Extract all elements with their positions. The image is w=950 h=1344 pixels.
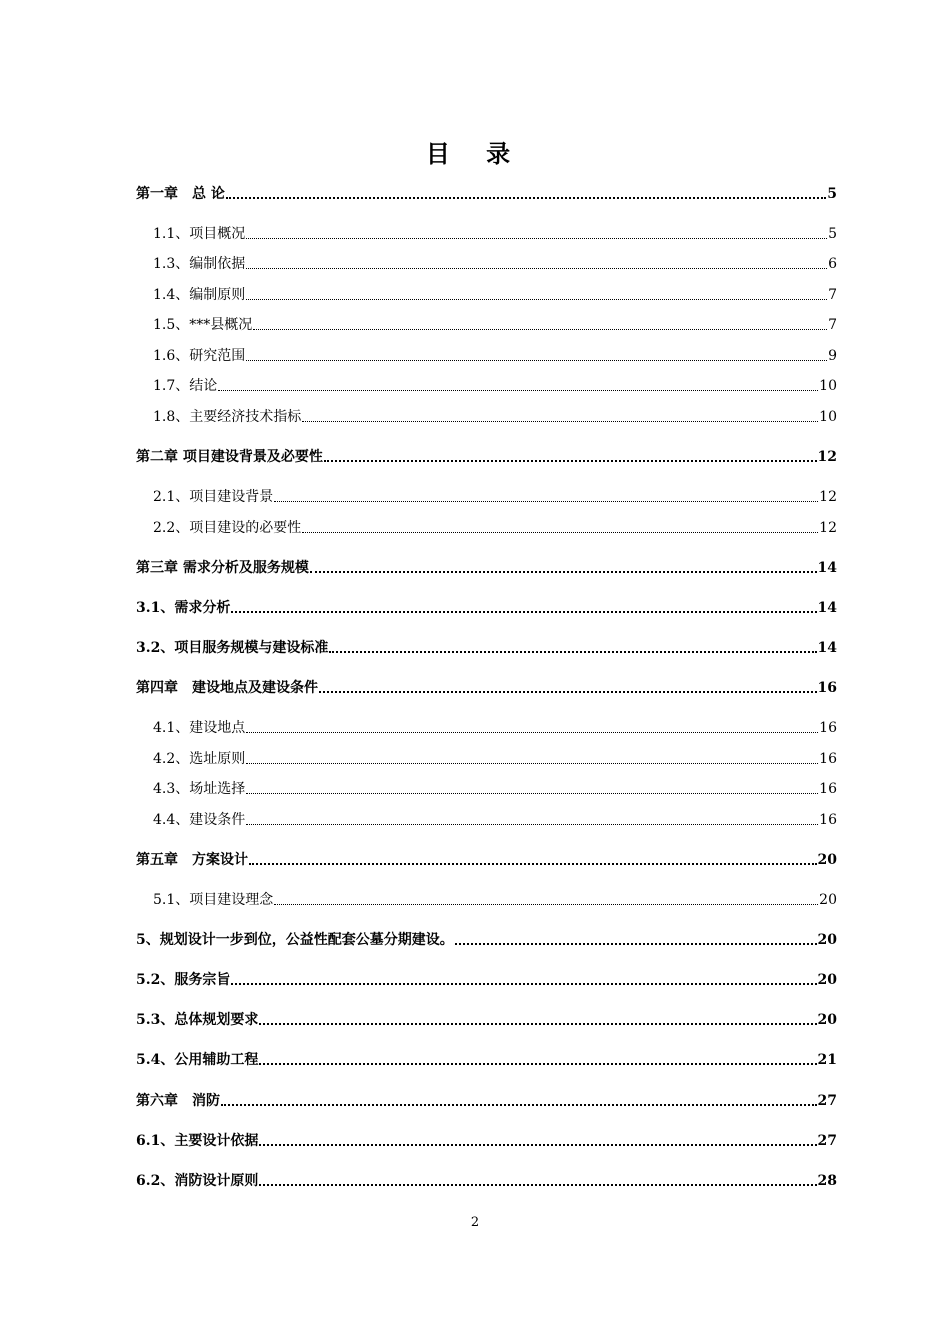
toc-entry-label: 2.1、项目建设背景 <box>153 489 274 505</box>
toc-entry[interactable] <box>136 1131 837 1151</box>
toc-leader-dots <box>253 329 827 330</box>
toc-entry-label: 4.2、选址原则 <box>153 751 246 767</box>
toc-entry[interactable] <box>153 518 837 538</box>
toc-entry-page: 16 <box>819 781 837 797</box>
toc-entry-label: 第三章 需求分析及服务规模 <box>136 560 309 576</box>
toc-entry-page: 20 <box>817 852 837 868</box>
toc-entry-label: 4.1、建设地点 <box>153 720 246 736</box>
toc-entry[interactable] <box>136 678 837 698</box>
toc-entry-page: 16 <box>819 751 837 767</box>
toc-leader-dots <box>324 460 817 462</box>
toc-leader-dots <box>226 197 826 199</box>
toc-entry-label: 6.2、消防设计原则 <box>136 1173 259 1189</box>
toc-entry-page: 12 <box>819 489 837 505</box>
toc-entry-page: 10 <box>819 409 837 425</box>
toc-entry[interactable] <box>153 779 837 799</box>
toc-entry-label: 1.8、主要经济技术指标 <box>153 409 302 425</box>
toc-entry-page: 20 <box>817 932 837 948</box>
toc-entry-page: 20 <box>817 972 837 988</box>
toc-entry-label: 1.4、编制原则 <box>153 287 246 303</box>
toc-entry-page: 14 <box>817 640 837 656</box>
toc-entry[interactable] <box>153 810 837 830</box>
toc-leader-dots <box>246 238 827 239</box>
toc-leader-dots <box>274 501 818 502</box>
toc-entry[interactable] <box>136 558 837 578</box>
toc-entry[interactable] <box>153 315 837 335</box>
toc-entry[interactable] <box>136 1171 837 1191</box>
toc-entry-page: 16 <box>819 720 837 736</box>
toc-entry-page: 27 <box>817 1133 837 1149</box>
toc-entry-page: 14 <box>817 600 837 616</box>
toc-entry-label: 3.1、需求分析 <box>136 600 231 616</box>
toc-entry[interactable] <box>153 487 837 507</box>
toc-leader-dots <box>246 268 827 269</box>
toc-entry[interactable] <box>136 930 837 950</box>
toc-entry-label: 1.7、结论 <box>153 378 218 394</box>
toc-entry-page: 16 <box>819 812 837 828</box>
toc-leader-dots <box>246 824 818 825</box>
toc-entry[interactable] <box>136 638 837 658</box>
toc-entry-page: 20 <box>817 1012 837 1028</box>
toc-entry-label: 第五章 方案设计 <box>136 852 248 868</box>
toc-leader-dots <box>259 1184 816 1186</box>
toc-entry-page: 21 <box>817 1052 837 1068</box>
toc-entry[interactable] <box>153 254 837 274</box>
toc-entry-page: 7 <box>828 317 837 333</box>
toc-entry-label: 3.2、项目服务规模与建设标准 <box>136 640 329 656</box>
toc-entry-page: 27 <box>817 1093 837 1109</box>
toc-entry-label: 5.4、公用辅助工程 <box>136 1052 259 1068</box>
toc-entry-label: 第二章 项目建设背景及必要性 <box>136 449 323 465</box>
toc-entry[interactable] <box>153 718 837 738</box>
toc-entry-label: 第一章 总 论 <box>136 186 225 202</box>
toc-leader-dots <box>231 611 816 613</box>
toc-entry-page: 14 <box>817 560 837 576</box>
toc-entry[interactable] <box>136 850 837 870</box>
toc-title: 目 录 <box>425 139 525 168</box>
toc-leader-dots <box>246 793 818 794</box>
toc-entry-page: 9 <box>828 348 837 364</box>
toc-entry[interactable] <box>136 447 837 467</box>
toc-leader-dots <box>218 390 818 391</box>
toc-entry[interactable] <box>136 598 837 618</box>
toc-leader-dots <box>231 983 816 985</box>
toc-entry-label: 第四章 建设地点及建设条件 <box>136 680 318 696</box>
toc-entry-label: 4.3、场址选择 <box>153 781 246 797</box>
toc-entry-label: 5.2、服务宗旨 <box>136 972 231 988</box>
toc-leader-dots <box>455 943 817 945</box>
toc-entry-label: 5.3、总体规划要求 <box>136 1012 259 1028</box>
toc-entry[interactable] <box>136 1091 837 1111</box>
toc-leader-dots <box>246 299 827 300</box>
page-number: 2 <box>470 1215 480 1230</box>
toc-entry-page: 28 <box>817 1173 837 1189</box>
toc-entry[interactable] <box>153 224 837 244</box>
toc-entry-label: 1.1、项目概况 <box>153 226 246 242</box>
toc-entry-page: 12 <box>819 520 837 536</box>
toc-entry[interactable] <box>136 1050 837 1070</box>
toc-entry-label: 5.1、项目建设理念 <box>153 892 274 908</box>
toc-entry-label: 5、规划设计一步到位，公益性配套公墓分期建设。 <box>136 932 454 948</box>
toc-leader-dots <box>259 1063 816 1065</box>
toc-leader-dots <box>302 532 818 533</box>
toc-entry-label: 1.5、***县概况 <box>153 317 253 333</box>
toc-entry[interactable] <box>153 407 837 427</box>
toc-entry[interactable] <box>136 970 837 990</box>
toc-entry-label: 1.6、研究范围 <box>153 348 246 364</box>
toc-entry-page: 10 <box>819 378 837 394</box>
toc-leader-dots <box>249 863 817 865</box>
toc-entry[interactable] <box>153 376 837 396</box>
toc-entry[interactable] <box>153 890 837 910</box>
toc-entry-label: 6.1、主要设计依据 <box>136 1133 259 1149</box>
toc-entry[interactable] <box>136 184 837 204</box>
toc-entry-label: 1.3、编制依据 <box>153 256 246 272</box>
toc-entry[interactable] <box>153 749 837 769</box>
toc-entry-page: 5 <box>828 226 837 242</box>
toc-entry-label: 4.4、建设条件 <box>153 812 246 828</box>
toc-leader-dots <box>246 732 818 733</box>
toc-leader-dots <box>319 691 817 693</box>
toc-leader-dots <box>310 571 817 573</box>
toc-leader-dots <box>246 360 827 361</box>
toc-leader-dots <box>259 1144 816 1146</box>
toc-leader-dots <box>302 421 818 422</box>
toc-entry[interactable] <box>136 1010 837 1030</box>
toc-leader-dots <box>246 763 818 764</box>
toc-leader-dots <box>221 1104 817 1106</box>
toc-entry-page: 12 <box>817 449 837 465</box>
toc-entry[interactable] <box>153 346 837 366</box>
toc-entry-page: 7 <box>828 287 837 303</box>
toc-entry-label: 第六章 消防 <box>136 1093 220 1109</box>
toc-entry-page: 20 <box>819 892 837 908</box>
toc-entry-label: 2.2、项目建设的必要性 <box>153 520 302 536</box>
toc-entry-page: 16 <box>817 680 837 696</box>
toc-leader-dots <box>329 651 816 653</box>
toc-entry[interactable] <box>153 285 837 305</box>
toc-leader-dots <box>259 1023 816 1025</box>
toc-entry-page: 6 <box>828 256 837 272</box>
toc-leader-dots <box>274 904 818 905</box>
toc-entry-page: 5 <box>827 186 837 202</box>
